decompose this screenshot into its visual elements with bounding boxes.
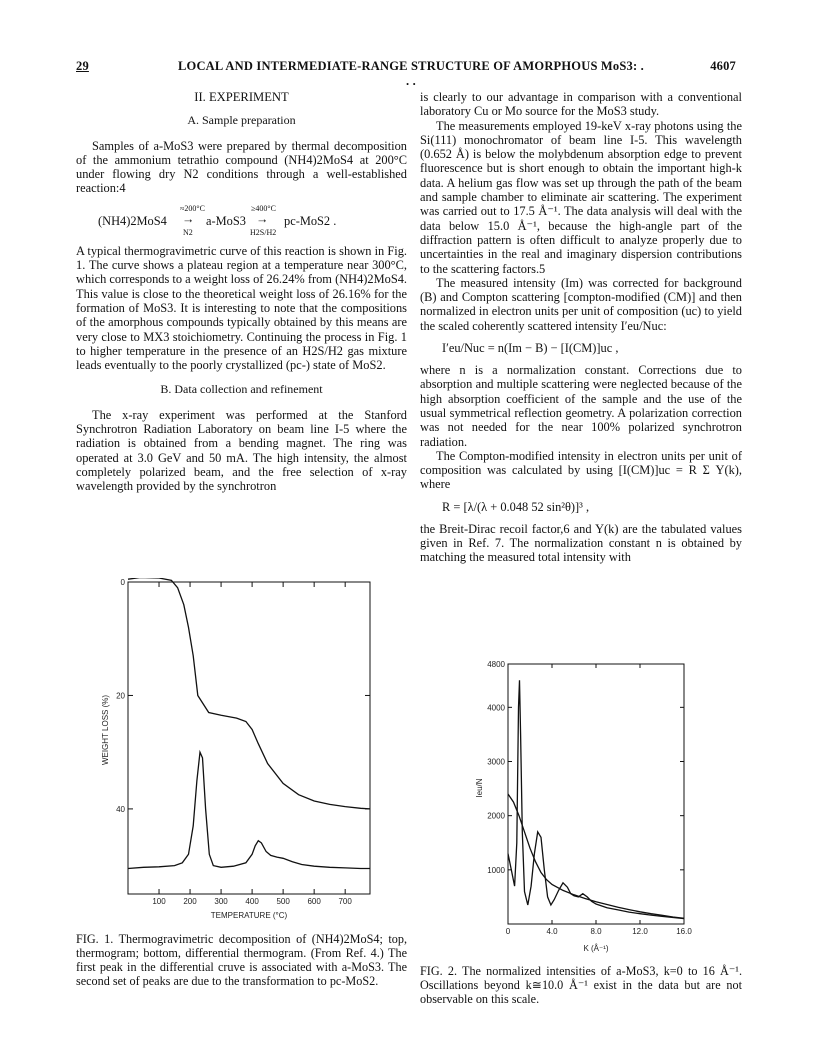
paragraph-r2: The measurements employed 19-keV x-ray photons using the Si(111) monochromator of beam line I-5. This wavelength (0.652 Å) is below the molybdenum absorption edge to prevent fluorescence but is short enough to obtain the important high-k data. A helium gas flow was set up through the path of the beam and sample chamber to eliminate air scattering. The experiment was carried out to 17.5 Å⁻¹. The data analysis will deal with the data below 15.0 Å⁻¹, because the high-angle part of the diffraction pattern is often difficult to analyze properly due to uncertainties in the real and imaginary dispersion contributions to the scattering factors.5 xyxy=(420,118,742,276)
fig1-differential-curve xyxy=(128,752,370,868)
page-number-right: 4607 xyxy=(710,59,736,73)
subsection-a-title: A. Sample preparation xyxy=(187,113,296,128)
running-title: LOCAL AND INTERMEDIATE-RANGE STRUCTURE OF AMORPHOUS MoS3: . . . xyxy=(177,59,644,88)
y-tick-label: 2000 xyxy=(487,811,505,821)
x-tick-label: 4.0 xyxy=(546,927,558,936)
y-tick-label: 20 xyxy=(116,691,125,701)
left-column xyxy=(76,90,407,494)
reaction-arrow-2: → xyxy=(256,211,269,226)
paragraph-r3: The measured intensity (Im) was corrected for background (B) and Compton scattering [compton-modified (CM)] and then normalized in electron units per unit of composition (uc) to yield the scaled coherently scattered intensity I′eu/Nuc: xyxy=(420,275,742,333)
reaction-condition-2-bottom: H2S/H2 xyxy=(250,227,277,237)
y-tick-label: 4800 xyxy=(487,660,505,669)
section-title: II. EXPERIMENT xyxy=(194,90,289,104)
y-tick-label: 40 xyxy=(116,804,125,814)
right-column xyxy=(420,90,742,565)
equation-recoil-factor: R = [λ/(λ + 0.048 52 sin²θ)]³ , xyxy=(442,499,590,514)
paragraph-a2: A typical thermogravimetric curve of this reaction is shown in Fig. 1. The curve shows a plateau region at a temperature near 300°C, which corresponds to a weight loss of 26.24% from (NH4)2MoS4. This value is close to the theoretical weight loss of 26.16% for the formation of MoS3. It is interesting to note that the compositions of the amorphous compounds typically obtained by this means are very close to MX3 stoichiometry. Continuing the process in Fig. 1 to higher temperature in the presence of an H2S/H2 gas mixture leads eventually to the poorly crystallized (pc-) state of MoS2. xyxy=(76,243,407,373)
x-tick-label: 400 xyxy=(245,897,259,906)
fig2-intensity-curve xyxy=(508,680,684,918)
x-tick-label: 600 xyxy=(307,897,321,906)
paragraph-r4: where n is a normalization constant. Corrections due to absorption and multiple scattering were neglected because of the high absorption coefficient of the sample and the use of the usual symmetrical reflection geometry. A polarization correction was not needed for the near 100% polarized synchrotron radiation. xyxy=(420,363,742,449)
x-tick-label: 12.0 xyxy=(632,927,648,936)
fig1-ylabel: WEIGHT LOSS (%) xyxy=(101,694,110,766)
fig2-xlabel: K (Å⁻¹) xyxy=(583,944,609,953)
fig2-ylabel: Ieu/N xyxy=(475,778,484,798)
paragraph-r6: the Breit-Dirac recoil factor,6 and Y(k) are the tabulated values given in Ref. 7. The normalization constant n is obtained by matching the measured total intensity with xyxy=(420,521,742,565)
x-tick-label: 700 xyxy=(338,897,352,906)
figure-2-intensity xyxy=(460,658,700,958)
paragraph-a1: Samples of a-MoS3 were prepared by thermal decomposition of the ammonium tetrathio compound (NH4)2MoS4 at 200°C under flowing dry N2 conditions through a well-established reaction:4 xyxy=(76,138,407,196)
figure-1-caption: FIG. 1. Thermogravimetric decomposition of (NH4)2MoS4; top, thermogram; bottom, differential thermogram. (From Ref. 4.) The first peak in the differential cruve is associated with a-MoS3. The second set of peaks are due to the transformation to pc-MoS2. xyxy=(76,932,407,988)
figure-2-caption: FIG. 2. The normalized intensities of a-MoS3, k=0 to 16 Å⁻¹. Oscillations beyond k≅10.0 Å⁻¹ exist in the data but are not observable on this scale. xyxy=(420,964,742,1006)
x-tick-label: 8.0 xyxy=(590,927,602,936)
fig2-plot-frame xyxy=(508,664,684,924)
fig1-xlabel: TEMPERATURE (°C) xyxy=(210,911,288,920)
reaction-condition-2-top: ≥400°C xyxy=(251,203,276,213)
paragraph-r1: is clearly to our advantage in comparison with a conventional laboratory Cu or Mo source for the MoS3 study. xyxy=(420,90,742,119)
x-tick-label: 100 xyxy=(152,897,166,906)
equation-intensity: I′eu/Nuc = n(Im − B) − [I(CM)]uc , xyxy=(442,341,619,356)
figure-1-thermogram xyxy=(88,578,380,928)
x-tick-label: 500 xyxy=(276,897,290,906)
x-tick-label: 0 xyxy=(505,927,511,936)
reaction-arrow-1: → xyxy=(182,211,195,226)
fig1-plot-frame xyxy=(128,582,370,894)
page-number-left: 29 xyxy=(76,59,89,73)
reaction-product-2: pc-MoS2 . xyxy=(284,213,337,228)
paragraph-b1: The x-ray experiment was performed at the Stanford Synchrotron Radiation Laboratory on beam line I-5 where the radiation is obtained from a bending magnet. The ring was operated at 3.0 GeV and 50 mA. The high intensity, the almost completely polarized beam, and the free selection of x-ray wavelength provided by the synchrotron xyxy=(76,407,407,494)
paragraph-r5: The Compton-modified intensity in electron units per unit of composition was calculated by using [I(CM)]uc = R Σ Y(k), where xyxy=(420,448,742,492)
y-tick-label: 1000 xyxy=(487,865,505,875)
reaction-product-1: a-MoS3 xyxy=(206,213,246,228)
reaction-condition-1-bottom: N2 xyxy=(183,227,193,237)
subsection-b-title: B. Data collection and refinement xyxy=(160,382,323,397)
reaction-condition-1-top: ≈200°C xyxy=(180,203,205,213)
x-tick-label: 200 xyxy=(183,897,197,906)
fig1-thermogram-curve xyxy=(128,578,370,809)
reaction-reactant: (NH4)2MoS4 xyxy=(98,213,167,228)
y-tick-label: 4000 xyxy=(487,703,505,713)
reaction-equation xyxy=(76,202,407,236)
y-tick-label: 3000 xyxy=(487,757,505,767)
x-tick-label: 16.0 xyxy=(676,927,692,936)
x-tick-label: 300 xyxy=(214,897,228,906)
y-tick-label: 0 xyxy=(120,578,125,587)
